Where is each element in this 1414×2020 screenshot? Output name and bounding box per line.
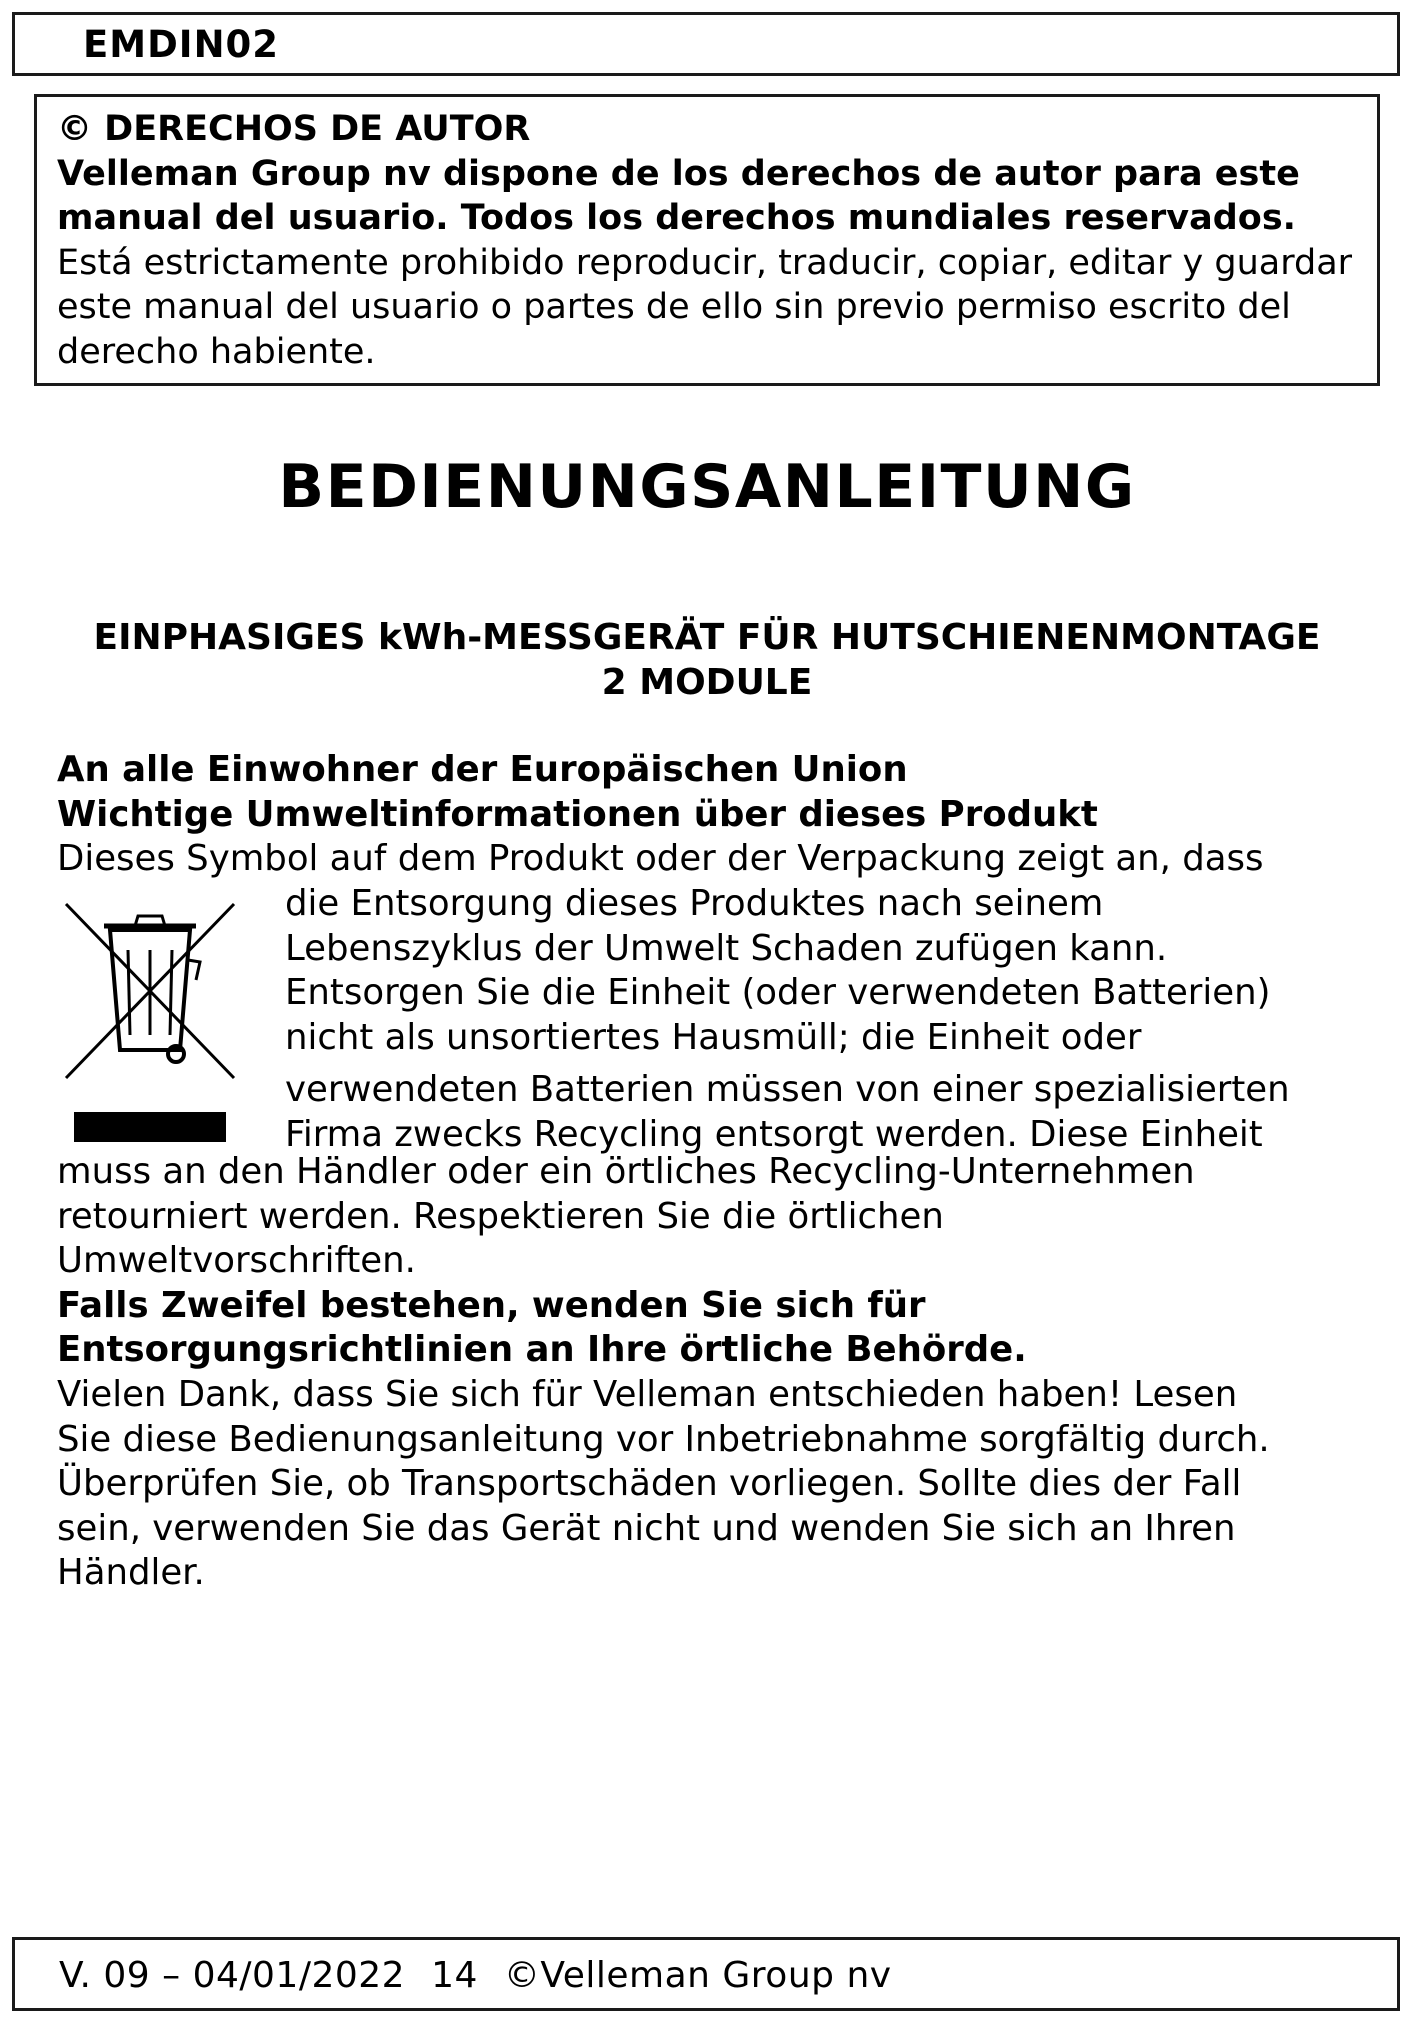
closing-line: Überprüfen Sie, ob Transportschäden vorliegen. Sollte dies der Fall: [57, 1463, 1242, 1505]
footer-page-number: 14: [431, 1955, 478, 1996]
crossed-out-wheelie-bin-icon: [60, 890, 240, 1150]
model-number: EMDIN02: [83, 23, 280, 66]
copyright-notice: [34, 94, 1380, 386]
closing-line: sein, verwenden Sie das Gerät nicht und wenden Sie sich an Ihren: [57, 1507, 1236, 1549]
closing-line: Händler.: [57, 1552, 205, 1594]
indented-line: die Entsorgung dieses Produktes nach seinem: [285, 883, 1104, 924]
product-subtitle: [0, 615, 1414, 705]
continuation-line: muss an den Händler oder ein örtliches Recycling-Unternehmen: [57, 1151, 1195, 1192]
continuation-line: retourniert werden. Respektieren Sie die örtlichen: [57, 1195, 944, 1237]
footer-text: [59, 1954, 918, 1998]
footer-copyright: ©Velleman Group nv: [503, 1955, 892, 1996]
environment-heading-2: Wichtige Umweltinformationen über dieses Produkt: [57, 793, 1098, 835]
header-box: [12, 12, 1400, 76]
continuation-line: Umweltvorschriften.: [57, 1240, 416, 1282]
page-footer: [12, 1937, 1400, 2011]
copyright-normal-text: Está estrictamente prohibido reproducir, traducir, copiar, editar y guardar este manual del usuario o partes de ello sin previo permiso escrito del derecho habiente.: [57, 242, 1353, 372]
environment-heading-1: An alle Einwohner der Europäischen Union: [57, 749, 908, 790]
disposal-notice-line: Entsorgungsrichtlinien an Ihre örtliche Behörde.: [57, 1329, 1027, 1371]
environment-intro: Dieses Symbol auf dem Produkt oder der Verpackung zeigt an, dass: [57, 838, 1264, 880]
indented-line: Lebenszyklus der Umwelt Schaden zufügen kann.: [285, 927, 1168, 969]
closing-line: Vielen Dank, dass Sie sich für Velleman entschieden haben! Lesen: [57, 1373, 1238, 1415]
subtitle-line-1: EINPHASIGES kWh-MESSGERÄT FÜR HUTSCHIENENMONTAGE: [93, 617, 1321, 658]
copyright-bold-text: Velleman Group nv dispone de los derechos de autor para este manual del usuario. Todos los derechos mundiales reservados.: [57, 153, 1300, 239]
indented-line: nicht als unsortiertes Hausmüll; die Einheit oder: [285, 1016, 1142, 1058]
indented-line: verwendeten Batterien müssen von einer spezialisierten: [285, 1069, 1290, 1111]
environment-indented-text: [285, 882, 1385, 1158]
indented-line: Firma zwecks Recycling entsorgt werden. Diese Einheit: [285, 1113, 1263, 1155]
subtitle-line-2: 2 MODULE: [601, 662, 813, 703]
copyright-body: [57, 152, 1357, 375]
closing-line: Sie diese Bedienungsanleitung vor Inbetriebnahme sorgfältig durch.: [57, 1418, 1270, 1460]
footer-version: V. 09 – 04/01/2022: [59, 1955, 406, 1996]
copyright-title: © DERECHOS DE AUTOR: [57, 109, 531, 149]
environment-continuation: [57, 1150, 1377, 1596]
indented-line: Entsorgen Sie die Einheit (oder verwendeten Batterien): [285, 972, 1271, 1014]
environment-headings: [57, 748, 1377, 882]
page-title: BEDIENUNGSANLEITUNG: [278, 452, 1136, 522]
disposal-notice-line: Falls Zweifel bestehen, wenden Sie sich für: [57, 1284, 926, 1326]
